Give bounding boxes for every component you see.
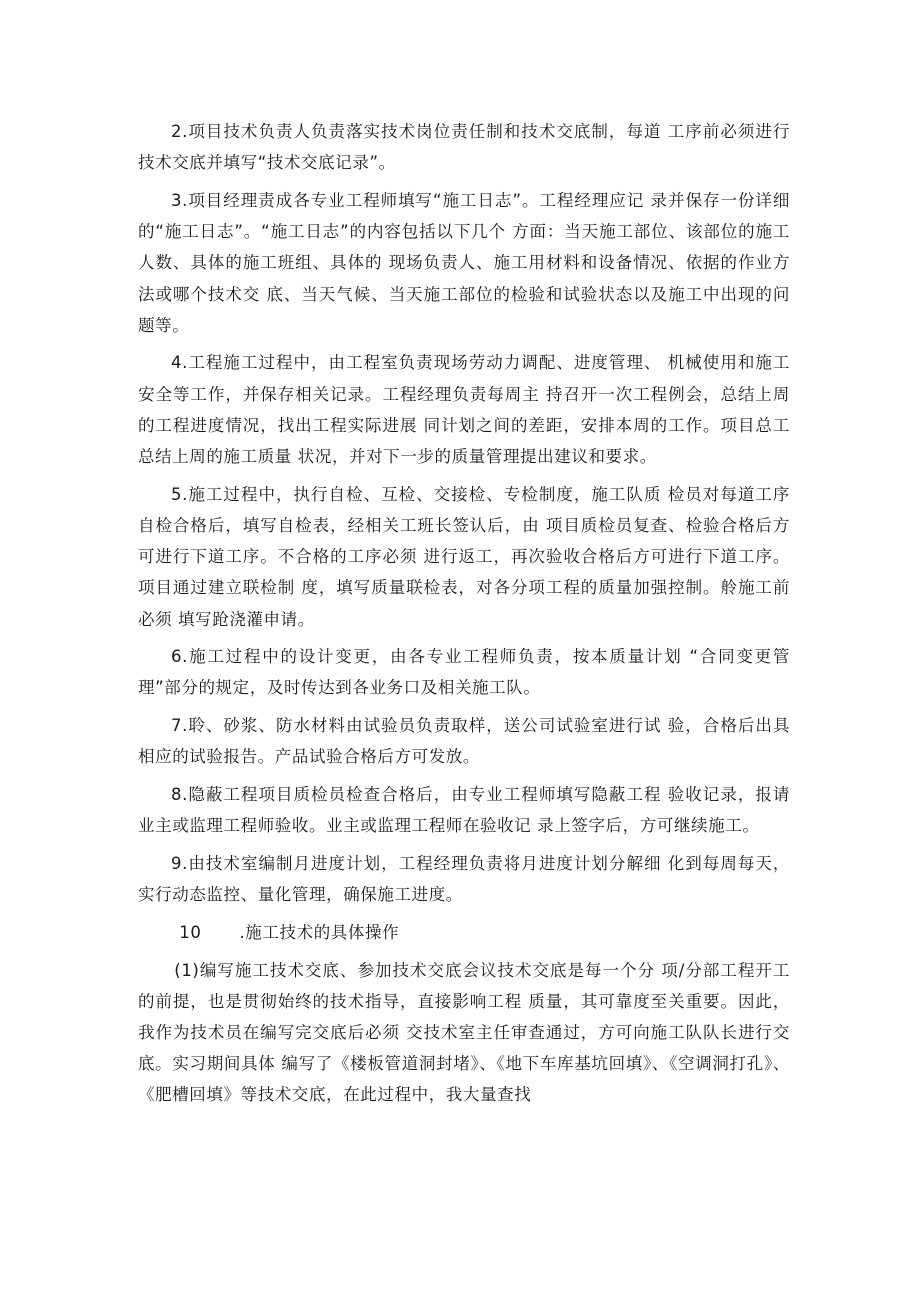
paragraph-text: .项目技术负责人负责落实技术岗位责任制和技术交底制，每道 工序前必须进行技术交底并填写“技术交底记录”。 — [138, 122, 790, 173]
paragraph-text: .项目经理责成各专业工程师填写“施工日志”。工程经理应记 录并保存一份详细的“施工日志”。“施工日志”的内容包括以下几个 方面：当天施工部位、该部位的施工人数、具体的施工班组、具体的 现场负责人、施工用材料和设备情况、依据的作业方法或哪个技术交 底、当天气候、当天施工部位的检验和试验状态以及施工中出现的问 题等。 — [138, 190, 790, 335]
subsection-text: 编写施工技术交底、参加技术交底会议技术交底是每一个分 项/分部工程开工的前提，也是贯彻始终的技术指导，直接影响工程 质量，其可靠度至关重要。因此，我作为技术员在编写完交底后必须 交技术室主任审查通过，方可向施工队队长进行交底。实习期间具体 编写了《楼板管道洞封堵》、《地下车库基坑回填》、《空调洞打孔》、 《肥槽回填》等技术交底，在此过程中，我大量查找 — [138, 960, 790, 1105]
paragraph-text: .聆、砂浆、防水材料由试验员负责取样，送公司试验室进行试 验，合格后出具相应的试验报告。产品试验合格后方可发放。 — [138, 716, 790, 767]
paragraph-number: 5 — [171, 484, 183, 504]
document-body — [138, 116, 790, 1117]
paragraph-number: 6 — [171, 647, 183, 667]
paragraph-8 — [138, 779, 790, 841]
subsection-number: (1) — [174, 960, 200, 980]
paragraph-3 — [138, 185, 790, 341]
paragraph-number: 4 — [171, 353, 183, 373]
paragraph-text: .施工过程中，执行自检、互检、交接检、专检制度，施工队质 检员对每道工序自检合格后，填写自检表，经相关工班长签认后，由 项目质检员复查、检验合格后方可进行下道工序。不合格的工序必须 进行返工，再次验收合格后方可进行下道工序。项目通过建立联检制 度，填写质量联检表，对各分项工程的质量加强控制。舲施工前必须 填写跄浇灌申请。 — [138, 484, 790, 629]
paragraph-number: 7 — [171, 716, 183, 736]
section-number: 10 — [179, 922, 202, 942]
paragraph-6 — [138, 641, 790, 703]
paragraph-number: 3 — [171, 190, 183, 210]
paragraph-9 — [138, 848, 790, 910]
paragraph-number: 8 — [171, 785, 183, 805]
paragraph-text: .隐蔽工程项目质检员检查合格后，由专业工程师填写隐蔽工程 验收记录，报请业主或监理工程师验收。业主或监理工程师在验收记 录上签字后，方可继续施工。 — [138, 785, 790, 836]
section-heading-text: .施工技术的具体操作 — [239, 922, 400, 942]
paragraph-7 — [138, 710, 790, 772]
section-heading-10 — [138, 917, 790, 948]
subsection-1 — [138, 955, 790, 1111]
paragraph-number: 9 — [171, 853, 183, 873]
paragraph-5 — [138, 479, 790, 635]
paragraph-text: .施工过程中的设计变更，由各专业工程师负责，按本质量计划 “合同变更管理”部分的规定，及时传达到各业务口及相关施工队。 — [138, 647, 790, 698]
paragraph-text: .工程施工过程中，由工程室负责现场劳动力调配、进度管理、 机械使用和施工安全等工作，并保存相关记录。工程经理负责每周主 持召开一次工程例会，总结上周的工程进度情况，找出工程实际进展 同计划之间的差距，安排本周的工作。项目总工总结上周的施工质量 状况，并对下一步的质量管理提出建议和要求。 — [138, 353, 790, 467]
paragraph-number: 2 — [171, 122, 183, 141]
paragraph-2 — [138, 116, 790, 178]
paragraph-text: .由技术室编制月进度计划，工程经理负责将月进度计划分解细 化到每周每天，实行动态监控、量化管理，确保施工进度。 — [138, 853, 790, 905]
paragraph-4 — [138, 347, 790, 472]
